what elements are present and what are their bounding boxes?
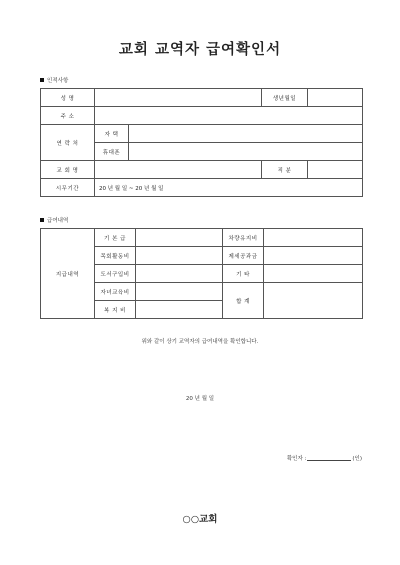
welfare-field[interactable] [136,301,223,319]
book-label: 도서구입비 [95,265,136,283]
vehicle-field[interactable] [264,229,363,247]
table-row [41,229,363,247]
total-field[interactable] [264,283,363,319]
salary-section-heading [40,216,68,224]
church-field[interactable] [95,161,262,179]
document-title: 교회 교역자 급여확인서 [118,42,282,58]
salary-section-label: 급여내역 [47,218,69,224]
tax-label: 제세공과금 [223,247,264,265]
position-label: 직 분 [262,161,308,179]
payment-label: 지급내역 [41,229,95,319]
ministry-label: 목회활동비 [95,247,136,265]
signature-line[interactable] [307,454,351,461]
home-label: 자 택 [95,125,129,143]
table-row [41,161,363,179]
base-label: 기 본 급 [95,229,136,247]
address-field[interactable] [95,107,363,125]
tax-field[interactable] [264,247,363,265]
period-label: 시무기간 [41,179,95,197]
total-label: 합 계 [223,283,264,319]
home-phone-field[interactable] [129,125,363,143]
mobile-phone-field[interactable] [129,143,363,161]
table-row [41,125,363,143]
personal-section-label: 인적사항 [47,78,69,84]
mobile-label: 휴대폰 [95,143,129,161]
signer-label: 확인자 : [286,456,307,462]
other-field[interactable] [264,265,363,283]
welfare-label: 복 지 비 [95,301,136,319]
date-line[interactable]: 20 년 월 일 [185,396,215,402]
personal-info-table [40,88,363,197]
salary-table [40,228,363,319]
table-row [41,89,363,107]
ministry-field[interactable] [136,247,223,265]
name-field[interactable] [95,89,262,107]
vehicle-label: 차량유지비 [223,229,264,247]
period-field[interactable]: 20 년 월 일 ~ 20 년 월 일 [95,179,363,197]
birth-field[interactable] [308,89,363,107]
seal-mark: (인) [352,456,362,462]
contact-label: 연 락 처 [41,125,95,161]
church-label: 교 회 명 [41,161,95,179]
personal-section-heading [40,76,68,84]
education-field[interactable] [136,283,223,301]
square-bullet-icon [40,218,44,222]
table-row [41,179,363,197]
base-field[interactable] [136,229,223,247]
name-label: 성 명 [41,89,95,107]
address-label: 주 소 [41,107,95,125]
position-field[interactable] [308,161,363,179]
other-label: 기 타 [223,265,264,283]
book-field[interactable] [136,265,223,283]
square-bullet-icon [40,78,44,82]
table-row [41,107,363,125]
church-name: ○○교회 [182,514,218,525]
birth-label: 생년월일 [262,89,308,107]
signer-block [287,454,362,462]
confirm-text: 위와 같이 상기 교역자의 급여내역을 확인합니다. [141,339,259,345]
education-label: 자녀교육비 [95,283,136,301]
